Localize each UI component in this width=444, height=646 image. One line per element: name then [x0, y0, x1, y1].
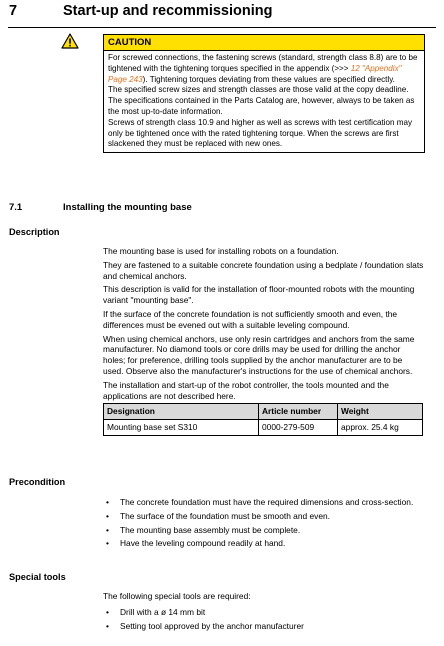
description-paragraph: They are fastened to a suitable concrete foundation using a bedplate / foundation slats and chemical anchors. [103, 259, 424, 281]
description-paragraph: When using chemical anchors, use only resin cartridges and anchors from the same manufacturer. No diamond tools or core drills may be used for drilling the anchor holes; for preference, drilling tools supplied by the anchor manufacturer are to be used. Observe also the manufacturer's instructions for the use of chemical anchors. [103, 333, 415, 376]
bullet: • [106, 510, 109, 521]
table-row [104, 420, 423, 436]
list-item [103, 511, 425, 522]
special-tools-label: Special tools [9, 572, 66, 582]
precondition-list [103, 497, 425, 549]
chapter-title: Start-up and recommissioning [63, 3, 273, 19]
description-paragraph: This description is valid for the installation of floor-mounted robots with the mounting variant "mounting base". [103, 284, 415, 306]
list-item-text: Have the leveling compound readily at hand. [120, 538, 286, 549]
caution-text: ). Tightening torques deviating from these values are specified directly. [142, 74, 395, 84]
caution-paragraph-2: The specified screw sizes and strength classes are those valid at the copy deadline. The specifications contained in the Parts Catalog are, however, always to be taken as the most up-to-date information. [108, 85, 415, 116]
list-item-text: Setting tool approved by the anchor manufacturer [120, 620, 304, 631]
description-label: Description [9, 227, 60, 237]
bullet: • [106, 606, 109, 617]
caution-body [104, 51, 424, 152]
section-number: 7.1 [9, 202, 23, 213]
caution-box [103, 34, 425, 153]
list-item [103, 538, 425, 549]
chapter-number: 7 [9, 3, 18, 19]
list-item-text: The concrete foundation must have the required dimensions and cross-section. [120, 497, 414, 507]
section-title: Installing the mounting base [63, 202, 192, 213]
table-header-row [104, 404, 423, 420]
list-item-text: Drill with a ø 14 mm bit [120, 606, 206, 617]
description-paragraph: If the surface of the concrete foundation is not sufficiently smooth and even, the differences must be evened out with a suitable leveling compound. [103, 308, 398, 330]
table-header-article-number: Article number [259, 404, 338, 420]
table-cell-designation: Mounting base set S310 [104, 420, 259, 436]
table-header-designation: Designation [104, 404, 259, 420]
list-item-text: The mounting base assembly must be complete. [120, 524, 301, 535]
special-tools-list [103, 607, 425, 632]
bullet: • [106, 620, 109, 631]
bullet: • [106, 524, 109, 535]
caution-heading: CAUTION [104, 35, 424, 51]
list-item [103, 621, 425, 632]
list-item [103, 497, 425, 508]
list-item-text: The surface of the foundation must be smooth and even. [120, 510, 330, 521]
precondition-label: Precondition [9, 477, 66, 487]
table-header-weight: Weight [338, 404, 423, 420]
special-tools-content [103, 591, 425, 634]
list-item [103, 525, 425, 536]
bullet: • [106, 538, 109, 549]
table-cell-article-number: 0000-279-509 [259, 420, 338, 436]
caution-text: For screwed connections, the fastening screws (standard, strength class 8.8) are to be tightened with the tightening torques specified in the appendix (>>> [108, 53, 418, 73]
precondition-content [103, 497, 425, 552]
chapter-divider [8, 27, 436, 28]
description-paragraph: The installation and start-up of the robot controller, the tools mounted and the applications are not described here. [103, 379, 389, 401]
appendix-link[interactable]: 12 "Appendix" Page 243 [108, 63, 402, 84]
caution-paragraph-1 [108, 53, 420, 85]
description-paragraph: The mounting base is used for installing robots on a foundation. [103, 246, 339, 256]
bullet: • [106, 497, 109, 507]
table-cell-weight: approx. 25.4 kg [338, 420, 423, 436]
warning-triangle-icon [61, 33, 79, 49]
parts-table [103, 403, 423, 436]
caution-paragraph-3: Screws of strength class 10.9 and higher as well as screws with test certification may only be tightened once with the rated tightening torque. When the screws are first slackened they must be replaced with new ones. [108, 117, 413, 149]
special-tools-intro: The following special tools are required: [103, 591, 251, 601]
list-item [103, 607, 425, 618]
description-content [103, 246, 425, 436]
